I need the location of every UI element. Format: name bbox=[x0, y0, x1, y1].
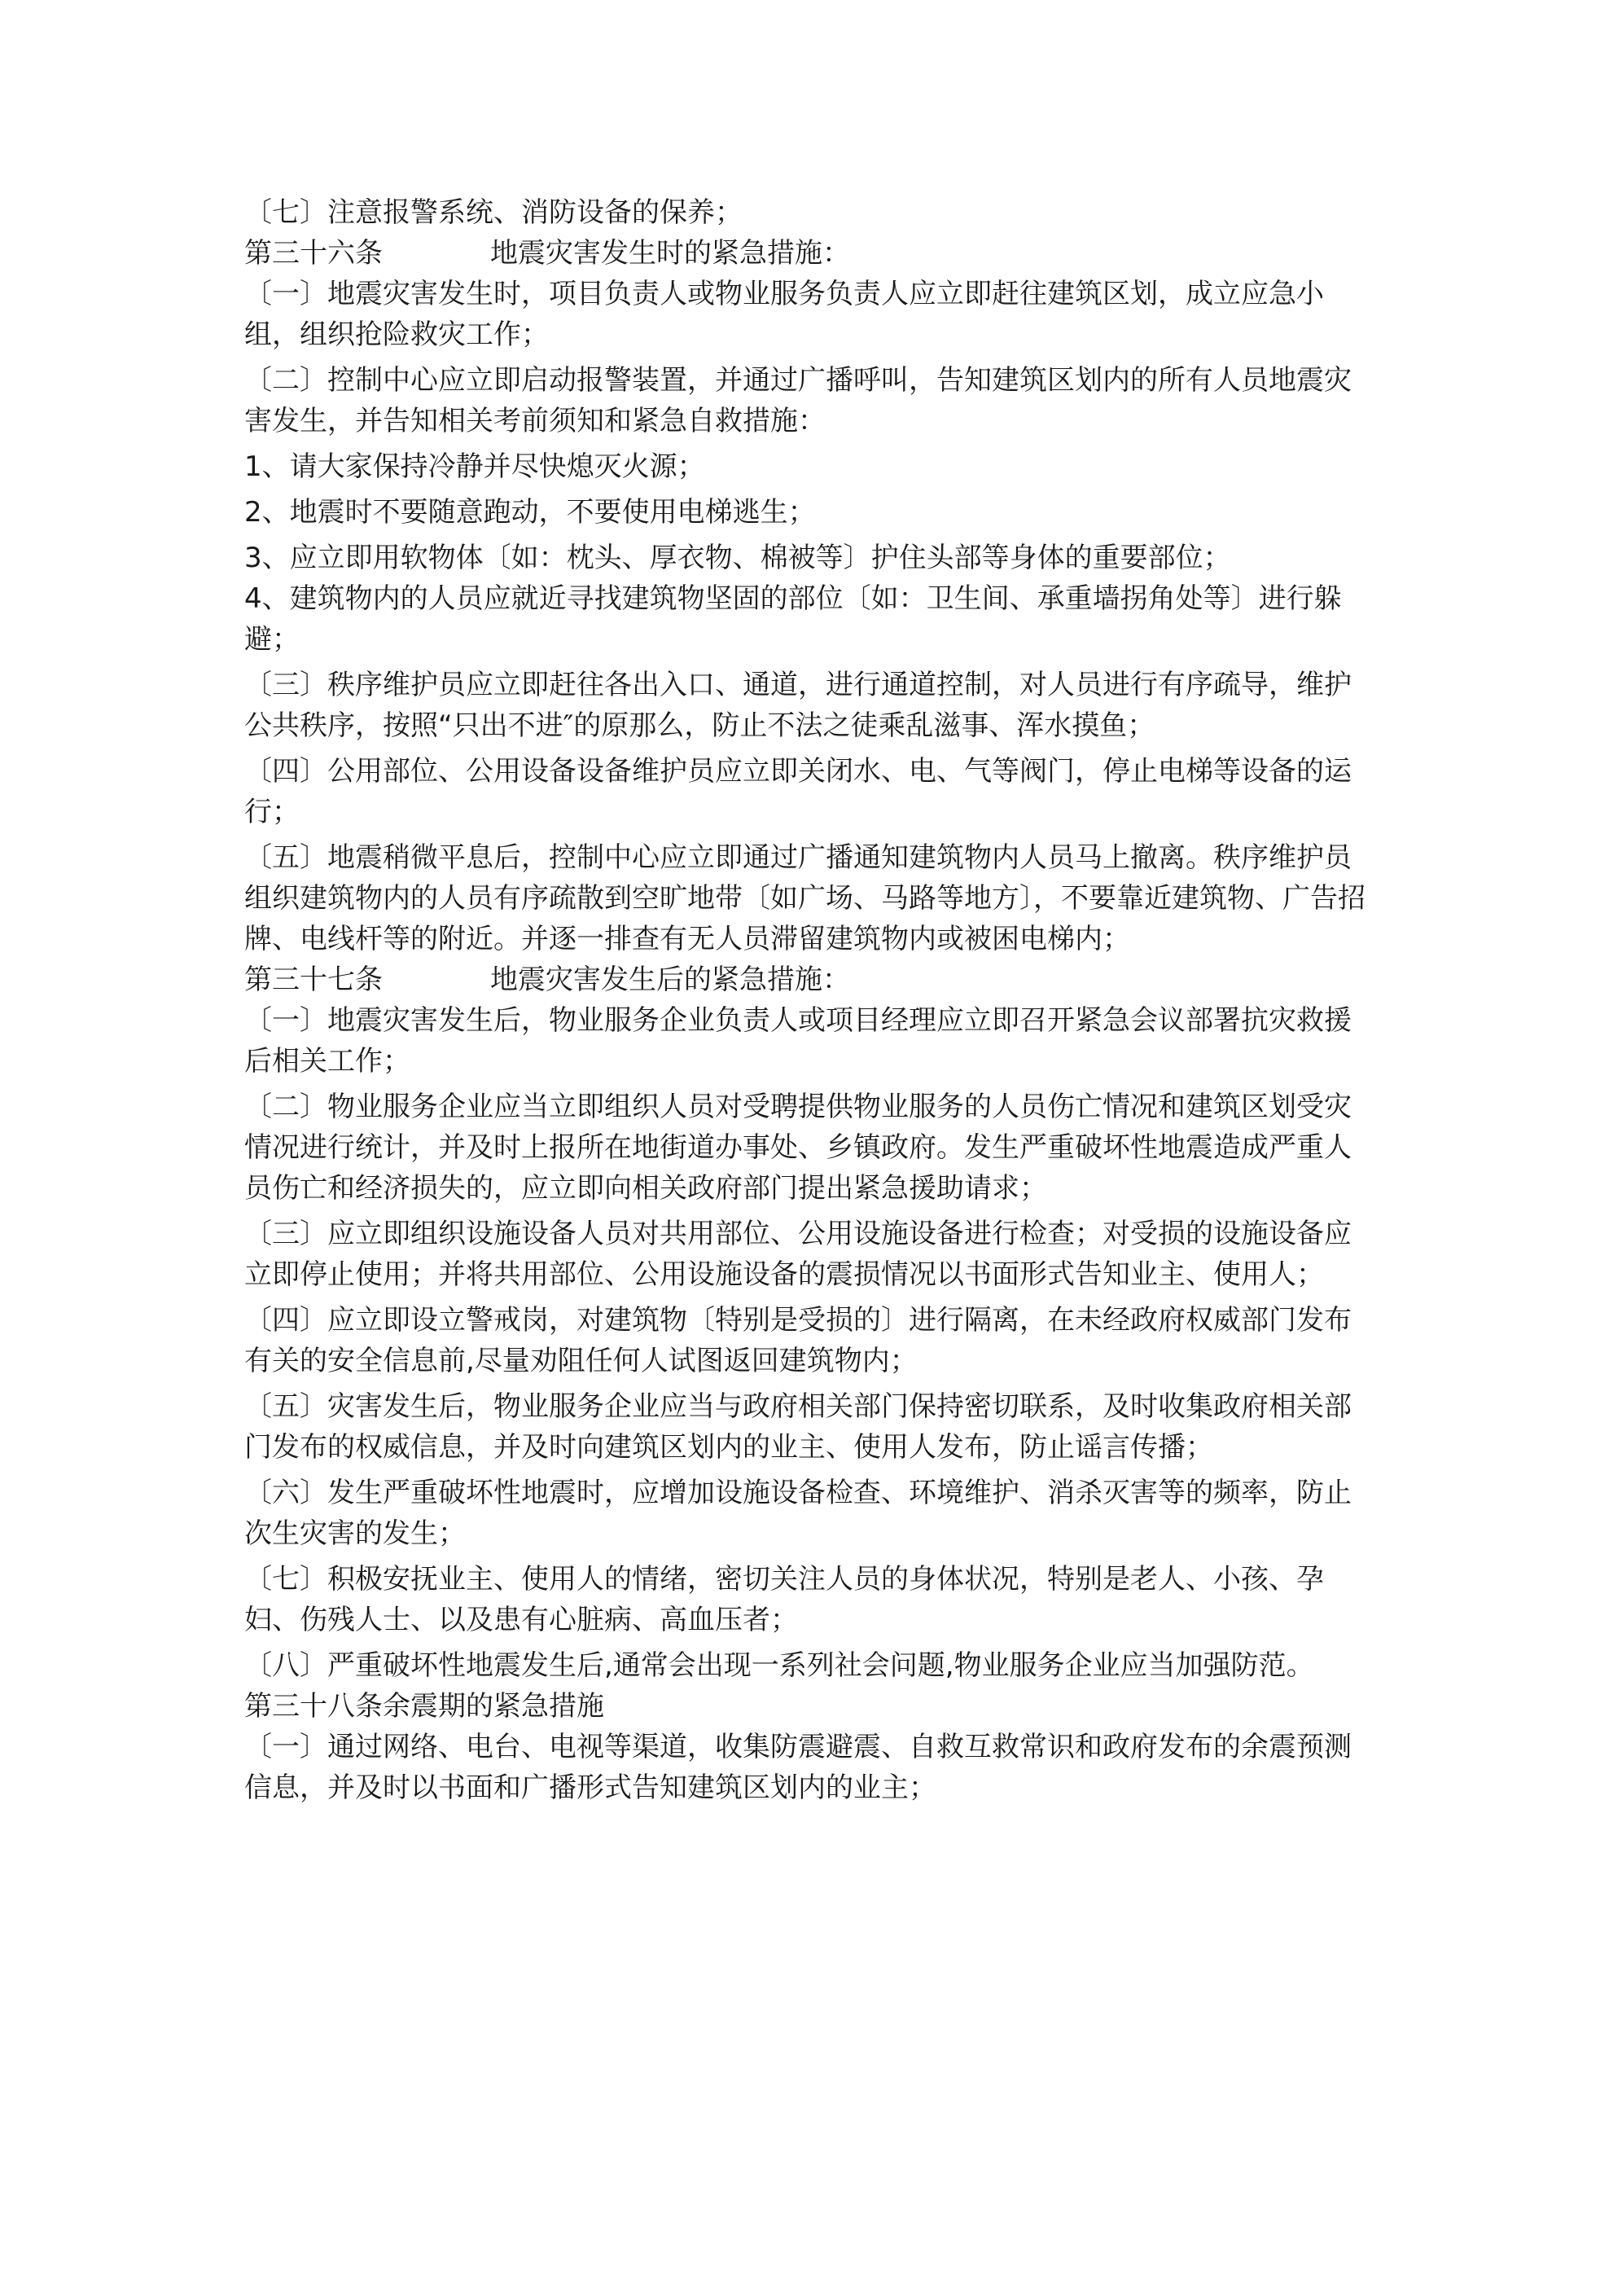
paragraph: 〔一〕地震灾害发生后，物业服务企业负责人或项目经理应立即召开紧急会议部署抗灾救援后相关工作； bbox=[244, 1004, 1352, 1078]
article-number: 第三十六条 bbox=[244, 237, 383, 270]
paragraph: 〔五〕地震稍微平息后，控制中心应立即通过广播通知建筑物内人员马上撤离。秩序维护员组织建筑物内的人员有序疏散到空旷地带〔如广场、马路等地方〕，不要靠近建筑物、广告招牌、电线杆等的附近。并逐一排查有无人员滞留建筑物内或被困电梯内； bbox=[244, 841, 1366, 955]
article-heading bbox=[244, 959, 1368, 1000]
list-item: 4、建筑物内的人员应就近寻找建筑物坚固的部位〔如：卫生间、承重墙拐角处等〕进行躲避； bbox=[244, 582, 1342, 656]
list-item: 1、请大家保持冷静并尽快熄灭火源； bbox=[244, 450, 705, 483]
article-number: 第三十七条 bbox=[244, 964, 383, 996]
paragraph: 〔四〕公用部位、公用设备设备维护员应立即关闭水、电、气等阀门，停止电梯等设备的运行； bbox=[244, 755, 1352, 828]
list-item: 3、应立即用软物体〔如：枕头、厚衣物、棉被等〕护住头部等身体的重要部位； bbox=[244, 542, 1231, 574]
document-page bbox=[244, 192, 1368, 1808]
list-item: 2、地震时不要随意跑动，不要使用电梯逃生； bbox=[244, 496, 816, 529]
paragraph: 〔三〕秩序维护员应立即赶往各出入口、通道，进行通道控制，对人员进行有序疏导，维护公共秩序，按照“只出不进″的原那么，防止不法之徒乘乱滋事、浑水摸鱼； bbox=[244, 669, 1352, 742]
paragraph: 〔六〕发生严重破坏性地震时，应增加设施设备检查、环境维护、消杀灭害等的频率，防止次生灾害的发生； bbox=[244, 1477, 1352, 1550]
article-heading: 第三十八条余震期的紧急措施 bbox=[244, 1690, 604, 1723]
paragraph: 〔五〕灾害发生后，物业服务企业应当与政府相关部门保持密切联系，及时收集政府相关部门发布的权威信息，并及时向建筑区划内的业主、使用人发布，防止谣言传播； bbox=[244, 1390, 1352, 1464]
paragraph: 〔三〕应立即组织设施设备人员对共用部位、公用设施设备进行检查；对受损的设施设备应立即停止使用；并将共用部位、公用设施设备的震损情况以书面形式告知业主、使用人； bbox=[244, 1218, 1352, 1291]
paragraph: 〔八〕严重破坏性地震发生后,通常会出现一系列社会问题,物业服务企业应当加强防范。 bbox=[244, 1649, 1314, 1682]
paragraph: 〔一〕通过网络、电台、电视等渠道，收集防震避震、自救互救常识和政府发布的余震预测信息，并及时以书面和广播形式告知建筑区划内的业主； bbox=[244, 1731, 1352, 1804]
article-title: 地震灾害发生时的紧急措施： bbox=[490, 237, 850, 270]
paragraph: 〔七〕积极安抚业主、使用人的情绪，密切关注人员的身体状况，特别是老人、小孩、孕妇、伤残人士、以及患有心脏病、高血压者； bbox=[244, 1563, 1324, 1636]
paragraph: 〔二〕物业服务企业应当立即组织人员对受聘提供物业服务的人员伤亡情况和建筑区划受灾情况进行统计，并及时上报所在地街道办事处、乡镇政府。发生严重破坏性地震造成严重人员伤亡和经济损失的，应立即向相关政府部门提出紧急援助请求； bbox=[244, 1091, 1352, 1205]
paragraph: 〔二〕控制中心应立即启动报警装置，并通过广播呼叫，告知建筑区划内的所有人员地震灾害发生，并告知相关考前须知和紧急自救措施： bbox=[244, 364, 1352, 437]
paragraph: 〔七〕注意报警系统、消防设备的保养； bbox=[244, 196, 743, 229]
article-title: 地震灾害发生后的紧急措施： bbox=[490, 964, 850, 996]
paragraph: 〔四〕应立即设立警戒岗，对建筑物〔特别是受损的〕进行隔离，在未经政府权威部门发布有关的安全信息前,尽量劝阻任何人试图返回建筑物内； bbox=[244, 1304, 1352, 1377]
article-heading bbox=[244, 233, 1368, 274]
paragraph: 〔一〕地震灾害发生时，项目负责人或物业服务负责人应立即赶往建筑区划，成立应急小组，组织抢险救灾工作； bbox=[244, 278, 1324, 351]
